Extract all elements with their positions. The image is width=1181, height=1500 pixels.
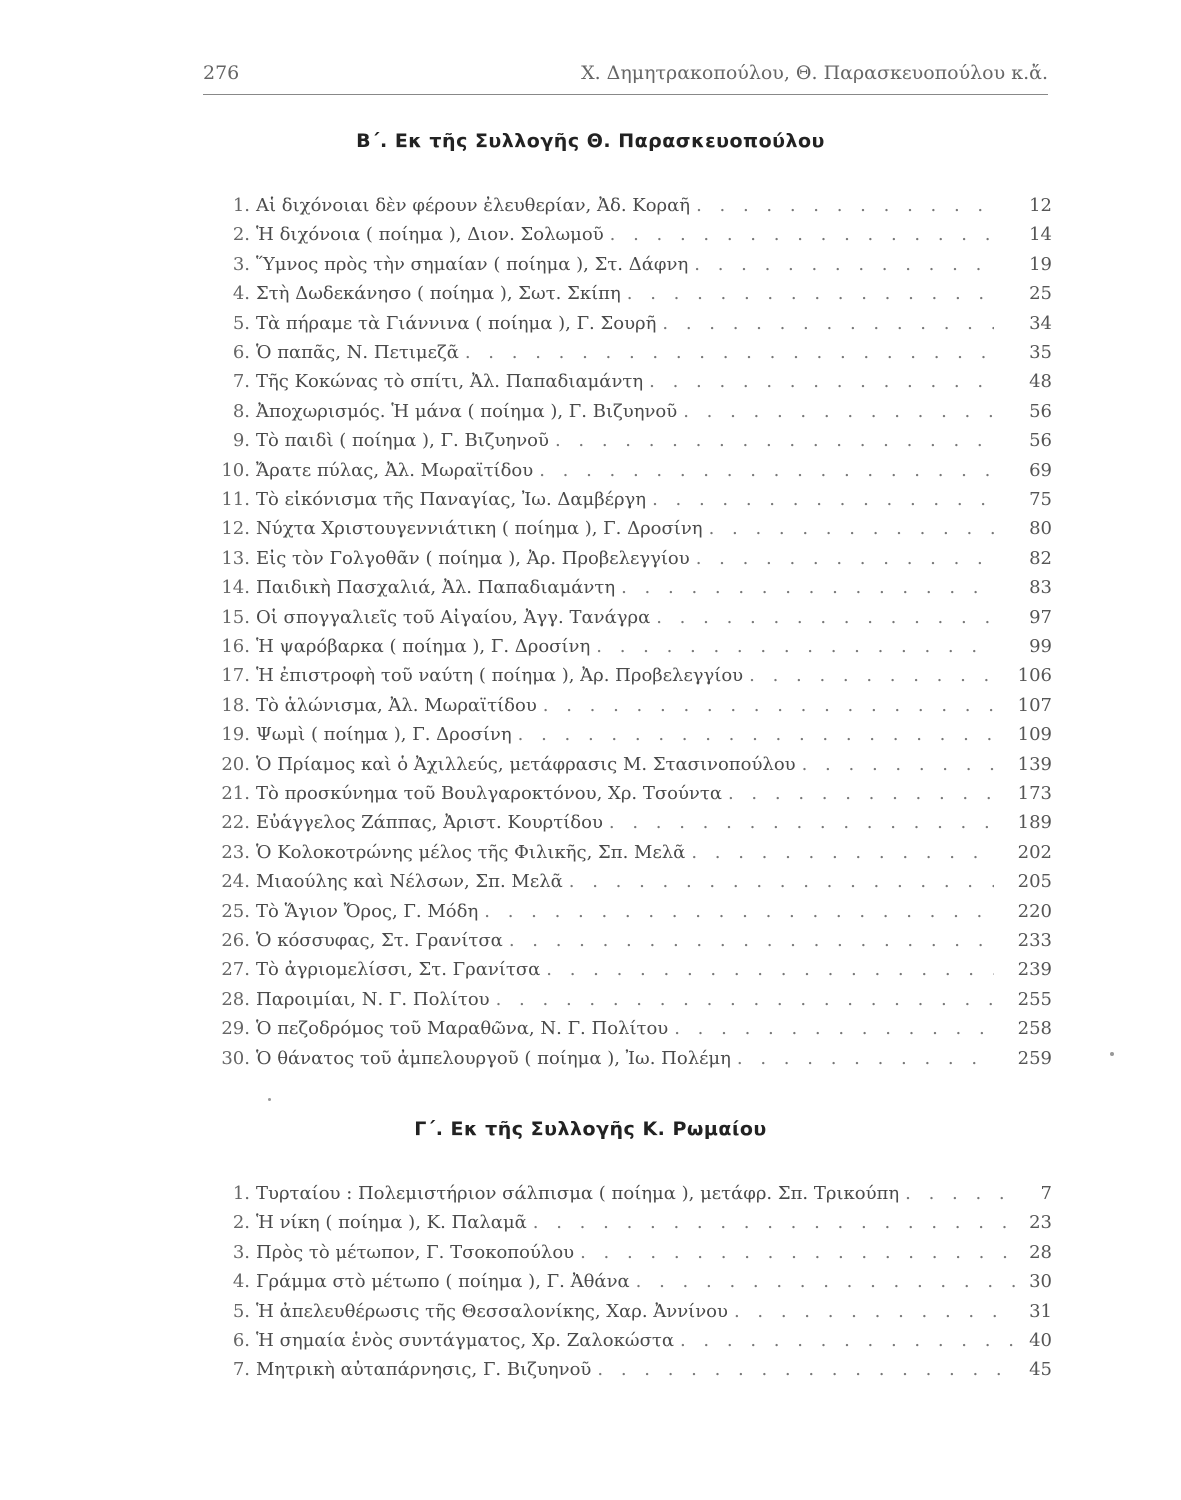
toc-entry-title: Ψωμὶ ( ποίημα ), Γ. Δροσίνη xyxy=(256,724,512,745)
toc-entry-page: 48 xyxy=(1029,371,1052,392)
toc-entry-title: Πρὸς τὸ μέτωπον, Γ. Τσοκοπούλου xyxy=(256,1242,575,1263)
toc-entry-title: Ὁ Πρίαμος καὶ ὁ Ἀχιλλεύς, μετάφρασις Μ. Στασινοπούλου xyxy=(256,754,796,775)
toc-entry xyxy=(200,460,1052,489)
toc-entry-page: 23 xyxy=(1029,1212,1052,1233)
toc-entry xyxy=(200,1330,1052,1359)
toc-entry-number: 16. xyxy=(221,636,250,657)
toc-entry-number: 1. xyxy=(232,195,250,216)
toc-entry-number: 7. xyxy=(232,371,250,392)
toc-entry-number: 8. xyxy=(232,401,250,422)
dot-leader xyxy=(537,695,994,716)
toc-entry-title: Εἰς τὸν Γολγοθᾶν ( ποίημα ), Ἀρ. Προβελεγγίου xyxy=(256,548,690,569)
toc-entry xyxy=(200,401,1052,430)
toc-entry-page: 19 xyxy=(1029,254,1052,275)
toc-entry xyxy=(200,783,1052,812)
toc-entry xyxy=(200,1301,1052,1330)
dot-leader xyxy=(690,548,994,569)
toc-entry-title: Γράμμα στὸ μέτωπο ( ποίημα ), Γ. Ἀθάνα xyxy=(256,1271,630,1292)
toc-entry-page: 107 xyxy=(1017,695,1052,716)
toc-entry-title: Ἡ ἐπιστροφὴ τοῦ ναύτη ( ποίημα ), Ἀρ. Προβελεγγίου xyxy=(256,665,744,686)
dot-leader xyxy=(630,1271,1016,1292)
toc-entry-title: Ἡ νίκη ( ποίημα ), Κ. Παλαμᾶ xyxy=(256,1212,527,1233)
dot-leader xyxy=(722,783,994,804)
toc-entry xyxy=(200,871,1052,900)
toc-entry-title: Τὸ προσκύνημα τοῦ Βουλγαροκτόνου, Χρ. Τσούντα xyxy=(256,783,722,804)
toc-entry-number: 12. xyxy=(221,518,250,539)
toc-entry-title: Παροιμίαι, Ν. Γ. Πολίτου xyxy=(256,989,490,1010)
toc-entry-number: 4. xyxy=(232,1271,250,1292)
toc-entry-page: 31 xyxy=(1029,1301,1052,1322)
page-number: 276 xyxy=(203,62,240,84)
page-header xyxy=(203,60,1048,95)
dot-leader xyxy=(703,518,994,539)
toc-entry-title: Ἡ σημαία ἑνὸς συντάγματος, Χρ. Ζαλοκώστα xyxy=(256,1330,674,1351)
dot-leader xyxy=(478,901,994,922)
toc-entry xyxy=(200,489,1052,518)
toc-entry-number: 3. xyxy=(232,1242,250,1263)
toc-entry-title: Τῆς Κοκώνας τὸ σπίτι, Ἀλ. Παπαδιαμάντη xyxy=(256,371,644,392)
paper-speck xyxy=(268,1098,271,1101)
toc-entry-title: Ὕμνος πρὸς τὴν σημαίαν ( ποίημα ), Στ. Δάφνη xyxy=(256,254,689,275)
dot-leader xyxy=(728,1301,1016,1322)
dot-leader xyxy=(731,1048,994,1069)
dot-leader xyxy=(533,460,994,481)
toc-entry xyxy=(200,930,1052,959)
toc-entry-page: 69 xyxy=(1029,460,1052,481)
toc-entry-number: 6. xyxy=(232,1330,250,1351)
toc-entry-number: 2. xyxy=(232,224,250,245)
toc-entry xyxy=(200,842,1052,871)
dot-leader xyxy=(688,254,994,275)
dot-leader xyxy=(527,1212,1016,1233)
toc-entry xyxy=(200,430,1052,459)
toc-entry xyxy=(200,1242,1052,1271)
toc-entry-page: 7 xyxy=(1040,1183,1052,1204)
dot-leader xyxy=(743,665,994,686)
dot-leader xyxy=(574,1242,1016,1263)
toc-entry xyxy=(200,224,1052,253)
toc-entry-number: 17. xyxy=(221,665,250,686)
toc-entry-page: 173 xyxy=(1017,783,1052,804)
toc-entry-title: Ἄρατε πύλας, Ἀλ. Μωραϊτίδου xyxy=(256,460,534,481)
toc-entry-number: 27. xyxy=(221,959,250,980)
toc-entry-number: 15. xyxy=(221,607,250,628)
toc-entry-title: Εὐάγγελος Ζάππας, Ἀριστ. Κουρτίδου xyxy=(256,812,603,833)
toc-entry-page: 259 xyxy=(1017,1048,1052,1069)
toc-entry-page: 35 xyxy=(1029,342,1052,363)
toc-entry-number: 10. xyxy=(221,460,250,481)
dot-leader xyxy=(604,224,994,245)
toc-entry xyxy=(200,548,1052,577)
toc-entry xyxy=(200,342,1052,371)
dot-leader xyxy=(512,724,994,745)
toc-entry-number: 26. xyxy=(221,930,250,951)
section-heading: Γ΄. Εκ τῆς Συλλογῆς Κ. Ρωμαίου xyxy=(414,1118,767,1140)
toc-entry-page: 34 xyxy=(1029,313,1052,334)
toc-entry xyxy=(200,754,1052,783)
toc-entry-title: Παιδικὴ Πασχαλιά, Ἀλ. Παπαδιαμάντη xyxy=(256,577,616,598)
dot-leader xyxy=(540,959,994,980)
toc-entry-page: 258 xyxy=(1017,1018,1052,1039)
toc-entry-title: Αἱ διχόνοιαι δὲν φέρουν ἐλευθερίαν, Ἀδ. Κοραῆ xyxy=(256,195,691,216)
dot-leader xyxy=(674,1330,1016,1351)
toc-entry-page: 30 xyxy=(1029,1271,1052,1292)
toc-entry-number: 20. xyxy=(221,754,250,775)
toc-entry-page: 139 xyxy=(1017,754,1052,775)
toc-entry-page: 97 xyxy=(1029,607,1052,628)
toc-entry-title: Ἡ διχόνοια ( ποίημα ), Διον. Σολωμοῦ xyxy=(256,224,604,245)
toc-entry-title: Ὁ Κολοκοτρώνης μέλος τῆς Φιλικῆς, Σπ. Μελᾶ xyxy=(256,842,686,863)
toc-entry-title: Ὁ κόσσυφας, Στ. Γρανίτσα xyxy=(256,930,503,951)
toc-entry-number: 29. xyxy=(221,1018,250,1039)
dot-leader xyxy=(591,1359,1016,1380)
toc-entry-number: 1. xyxy=(232,1183,250,1204)
toc-entry-title: Ἡ ψαρόβαρκα ( ποίημα ), Γ. Δροσίνη xyxy=(256,636,591,657)
toc-entry-number: 5. xyxy=(232,313,250,334)
toc-entry-number: 21. xyxy=(221,783,250,804)
toc-entry-page: 56 xyxy=(1029,401,1052,422)
toc-entry-title: Νύχτα Χριστουγεννιάτικη ( ποίημα ), Γ. Δροσίνη xyxy=(256,518,703,539)
toc-entry-title: Μιαούλης καὶ Νέλσων, Σπ. Μελᾶ xyxy=(256,871,563,892)
toc-entry-page: 25 xyxy=(1029,283,1052,304)
toc-entry-page: 239 xyxy=(1017,959,1052,980)
toc-entry-title: Ὁ παπᾶς, Ν. Πετιμεζᾶ xyxy=(256,342,459,363)
toc-entry-title: Τὰ πήραμε τὰ Γιάννινα ( ποίημα ), Γ. Σουρῆ xyxy=(256,313,657,334)
dot-leader xyxy=(646,489,994,510)
toc-entry-title: Τὸ ἁλώνισμα, Ἀλ. Μωραϊτίδου xyxy=(256,695,537,716)
toc-entry xyxy=(200,195,1052,224)
toc-entry-page: 12 xyxy=(1029,195,1052,216)
toc-entry-page: 106 xyxy=(1017,665,1052,686)
toc-entry xyxy=(200,959,1052,988)
toc-entry-page: 40 xyxy=(1029,1330,1052,1351)
dot-leader xyxy=(685,842,994,863)
toc-entry-number: 24. xyxy=(221,871,250,892)
toc-entry-page: 255 xyxy=(1017,989,1052,1010)
running-title: Χ. Δημητρακοπούλου, Θ. Παρασκευοπούλου κ.ἄ. xyxy=(581,62,1048,84)
toc-entry-page: 56 xyxy=(1029,430,1052,451)
toc-entry xyxy=(200,607,1052,636)
dot-leader xyxy=(621,283,994,304)
toc-entry-title: Ἀποχωρισμός. Ἡ μάνα ( ποίημα ), Γ. Βιζυηνοῦ xyxy=(256,401,678,422)
dot-leader xyxy=(590,636,994,657)
dot-leader xyxy=(677,401,994,422)
toc-entry-title: Στὴ Δωδεκάνησο ( ποίημα ), Σωτ. Σκίπη xyxy=(256,283,621,304)
toc-entry-number: 4. xyxy=(232,283,250,304)
toc-entry-title: Οἱ σπογγαλιεῖς τοῦ Αἰγαίου, Ἀγγ. Τανάγρα xyxy=(256,607,651,628)
dot-leader xyxy=(459,342,994,363)
toc-entry-number: 18. xyxy=(221,695,250,716)
dot-leader xyxy=(643,371,994,392)
toc-entry xyxy=(200,1359,1052,1388)
dot-leader xyxy=(899,1183,1016,1204)
dot-leader xyxy=(690,195,994,216)
dot-leader xyxy=(656,313,994,334)
toc-entry-title: Μητρικὴ αὐταπάρνησις, Γ. Βιζυηνοῦ xyxy=(256,1359,592,1380)
toc-entry-title: Ὁ πεζοδρόμος τοῦ Μαραθῶνα, Ν. Γ. Πολίτου xyxy=(256,1018,669,1039)
toc-entry xyxy=(200,989,1052,1018)
toc-entry-number: 28. xyxy=(221,989,250,1010)
toc-entry xyxy=(200,636,1052,665)
toc-entry-page: 99 xyxy=(1029,636,1052,657)
toc-entry-title: Τὸ εἰκόνισμα τῆς Παναγίας, Ἰω. Δαμβέργη xyxy=(256,489,647,510)
paper-speck xyxy=(1110,1052,1114,1056)
toc-entry-number: 14. xyxy=(221,577,250,598)
toc-entry-number: 7. xyxy=(232,1359,250,1380)
dot-leader xyxy=(796,754,994,775)
toc-entry-number: 3. xyxy=(232,254,250,275)
toc-entry xyxy=(200,371,1052,400)
toc-entry-page: 82 xyxy=(1029,548,1052,569)
toc-entry xyxy=(200,1271,1052,1300)
dot-leader xyxy=(490,989,994,1010)
toc-entry xyxy=(200,1183,1052,1212)
toc-entry-page: 233 xyxy=(1017,930,1052,951)
toc-entry-title: Ἡ ἀπελευθέρωσις τῆς Θεσσαλονίκης, Χαρ. Ἀννίνου xyxy=(256,1301,728,1322)
toc-entry-number: 22. xyxy=(221,812,250,833)
toc-entry-number: 2. xyxy=(232,1212,250,1233)
toc-entry xyxy=(200,518,1052,547)
toc-entry xyxy=(200,313,1052,342)
dot-leader xyxy=(503,930,994,951)
toc-entry xyxy=(200,1048,1052,1077)
toc-entry xyxy=(200,1018,1052,1047)
toc-entry xyxy=(200,812,1052,841)
toc-entry xyxy=(200,665,1052,694)
dot-leader xyxy=(650,607,994,628)
toc-entry-number: 13. xyxy=(221,548,250,569)
dot-leader xyxy=(668,1018,994,1039)
toc-entry-title: Τυρταίου : Πολεμιστήριον σάλπισμα ( ποίημα ), μετάφρ. Σπ. Τρικούπη xyxy=(256,1183,900,1204)
toc-entry-title: Τὸ ἀγριομελίσσι, Στ. Γρανίτσα xyxy=(256,959,541,980)
toc-entry-number: 23. xyxy=(221,842,250,863)
toc-entry-title: Τὸ παιδὶ ( ποίημα ), Γ. Βιζυηνοῦ xyxy=(256,430,549,451)
toc-entry-page: 80 xyxy=(1029,518,1052,539)
toc-entry-page: 45 xyxy=(1029,1359,1052,1380)
toc-entry-number: 30. xyxy=(221,1048,250,1069)
toc-entry xyxy=(200,1212,1052,1241)
toc-entry xyxy=(200,724,1052,753)
toc-entry-page: 14 xyxy=(1029,224,1052,245)
toc-entry xyxy=(200,901,1052,930)
toc-entry xyxy=(200,283,1052,312)
section-heading: Β΄. Εκ τῆς Συλλογῆς Θ. Παρασκευοπούλου xyxy=(356,130,825,152)
toc-entry-page: 109 xyxy=(1017,724,1052,745)
toc-entry-page: 220 xyxy=(1017,901,1052,922)
toc-entry xyxy=(200,577,1052,606)
toc-entry-page: 75 xyxy=(1029,489,1052,510)
toc-entry-number: 25. xyxy=(221,901,250,922)
toc-entry-page: 83 xyxy=(1029,577,1052,598)
toc-entry-title: Ὁ θάνατος τοῦ ἀμπελουργοῦ ( ποίημα ), Ἰω. Πολέμη xyxy=(256,1048,731,1069)
toc-entry-number: 9. xyxy=(232,430,250,451)
dot-leader xyxy=(603,812,994,833)
toc-entry-number: 11. xyxy=(221,489,250,510)
toc-entry-number: 6. xyxy=(232,342,250,363)
dot-leader xyxy=(615,577,994,598)
toc-entry-page: 205 xyxy=(1017,871,1052,892)
toc-entry-number: 5. xyxy=(232,1301,250,1322)
dot-leader xyxy=(549,430,994,451)
toc-entry-number: 19. xyxy=(221,724,250,745)
toc-entry-page: 189 xyxy=(1017,812,1052,833)
toc-entry-title: Τὸ Ἅγιον Ὄρος, Γ. Μόδη xyxy=(256,901,479,922)
dot-leader xyxy=(563,871,994,892)
toc-entry xyxy=(200,254,1052,283)
toc-entry-page: 28 xyxy=(1029,1242,1052,1263)
toc-entry xyxy=(200,695,1052,724)
toc-entry-page: 202 xyxy=(1017,842,1052,863)
